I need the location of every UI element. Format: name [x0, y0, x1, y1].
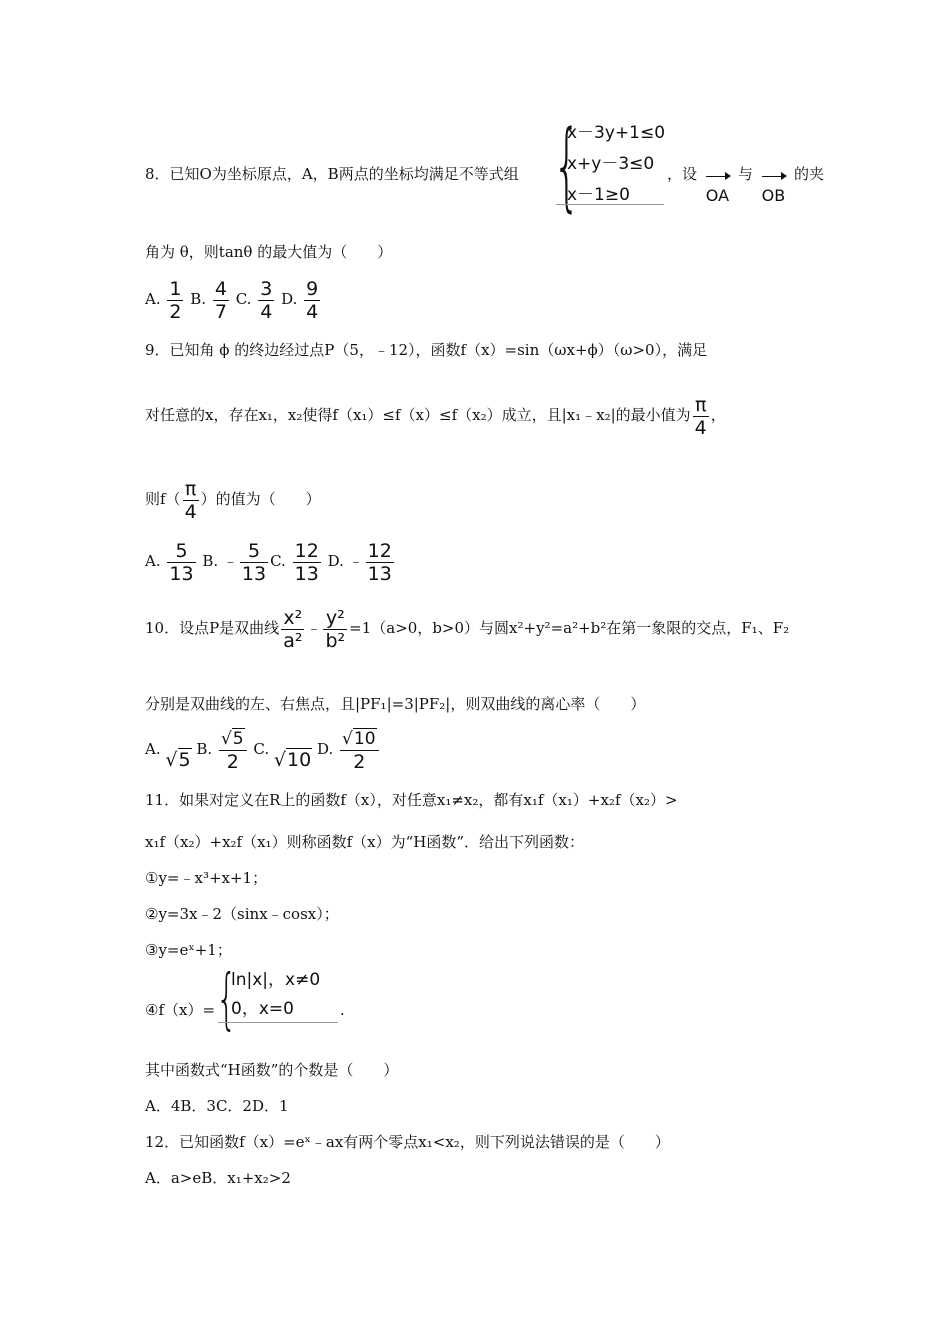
q10-option-d-label: D.	[316, 740, 334, 758]
q8-text-b: ，设	[667, 165, 698, 183]
q9-line2-comma: ，	[710, 406, 726, 424]
q11-piecewise-brace: {	[216, 960, 237, 1037]
q11-item4-period: .	[340, 1001, 345, 1019]
q8-ineq-1: x－3y+1≤0	[567, 123, 666, 143]
q10-option-a-label: A.	[145, 740, 161, 758]
q10-option-d-frac: $\frac{√10}{2}$	[340, 727, 378, 773]
q10-option-c-sqrt: √10	[273, 749, 312, 771]
q8-ineq-3: x－1≥0	[567, 185, 630, 205]
q9-line2-text: 对任意的x，存在x₁，x₂使得f（x₁）≤f（x）≤f（x₂）成立，且|x₁﹣x₂|的最小值为	[145, 406, 691, 424]
q9-option-b-label: B. ﹣	[202, 552, 238, 570]
q11-item-2: ②y=3x﹣2（sinx﹣cosx）；	[145, 905, 339, 923]
q10-x2-over-a2: $\frac{\text{x²}}{\text{a²}}$	[283, 606, 303, 652]
q8-ineq-2: x+y－3≤0	[567, 154, 655, 174]
q10-options	[145, 726, 381, 783]
q9-option-c-frac: $\frac{12}{13}$	[294, 539, 319, 585]
q8-stem-line2: 角为 θ，则tanθ 的最大值为（ ）	[145, 243, 393, 261]
q8-option-b-frac: $\frac{4}{7}$	[214, 277, 227, 323]
q10-stem-line1	[145, 600, 789, 656]
q9-stem-line2	[145, 392, 726, 439]
q11-stem-line1: 11．如果对定义在R上的函数f（x），对任意x₁≠x₂，都有x₁f（x₁）+x₂f（x₂）>	[145, 791, 678, 809]
q12-options: A．a>eB．x₁+x₂>2	[145, 1169, 291, 1187]
q10-text-a: 10．设点P是双曲线	[145, 619, 280, 637]
vector-oa: OA	[706, 186, 729, 206]
q9-option-d-label: D. ﹣	[327, 552, 364, 570]
q8-option-d-frac: $\frac{9}{4}$	[306, 277, 319, 323]
q11-item-4	[145, 1000, 215, 1020]
q8-option-a-frac: $\frac{1}{2}$	[169, 277, 182, 323]
q8-option-b-label: B.	[190, 290, 207, 308]
q10-y2-over-b2: $\frac{\text{y²}}{\text{b²}}$	[325, 606, 346, 652]
q10-minus: ﹣	[306, 619, 322, 637]
q9-option-b-frac: $\frac{5}{13}$	[241, 539, 267, 585]
q8-stem-tail	[667, 164, 825, 205]
q9-stem-line1: 9．已知角 ϕ 的终边经过点P（5，﹣12），函数f（x）=sin（ωx+ϕ）（ω>0），满足	[145, 341, 708, 359]
q9-option-c-label: C.	[270, 552, 286, 570]
q12-stem: 12．已知函数f（x）=eˣ﹣ax有两个零点x₁<x₂，则下列说法错误的是（ ）	[145, 1133, 670, 1151]
q8-brace: {	[553, 110, 581, 222]
q11-options: A．4B．3C．2D．1	[145, 1097, 289, 1115]
q11-case-1: ln|x|，x≠0	[231, 970, 321, 990]
q10-option-c-label: C.	[253, 740, 270, 758]
vector-ob: OB	[762, 186, 786, 206]
q8-text-d: 的夹	[794, 165, 825, 183]
q10-option-b-label: B.	[196, 740, 213, 758]
q8-stem	[145, 164, 519, 184]
q11-item-1: ①y=﹣x³+x+1；	[145, 869, 268, 887]
q10-stem-line2: 分别是双曲线的左、右焦点，且|PF₁|=3|PF₂|，则双曲线的离心率（ ）	[145, 695, 646, 713]
q9-option-a-label: A.	[145, 552, 161, 570]
q11-question: 其中函数式“H函数”的个数是（ ）	[145, 1061, 399, 1079]
q10-text-b: =1（a>0，b>0）与圆x²+y²=a²+b²在第一象限的交点，F₁、F₂	[349, 619, 790, 637]
q9-option-d-frac: $\frac{12}{13}$	[367, 539, 392, 585]
q9-stem-line3	[145, 476, 321, 523]
q8-options	[145, 276, 322, 323]
q10-option-b-frac: $\frac{√5}{2}$	[219, 727, 247, 773]
q9-options	[145, 538, 396, 585]
q8-text-c: 与	[737, 165, 753, 183]
q11-stem-line2: x₁f（x₂）+x₂f（x₁）则称函数f（x）为“H函数”．给出下列函数：	[145, 833, 584, 851]
q11-piecewise-cases	[231, 966, 320, 1024]
q11-item4-label: ④f（x）=	[145, 1001, 216, 1019]
q8-box-underline	[556, 204, 664, 205]
q8-option-a-label: A.	[145, 290, 161, 308]
q8-option-c-frac: $\frac{3}{4}$	[260, 277, 273, 323]
q8-text-a: 8．已知O为坐标原点，A，B两点的坐标均满足不等式组	[145, 165, 519, 183]
q8-option-c-label: C.	[235, 290, 252, 308]
q11-item-3: ③y=eˣ+1；	[145, 941, 232, 959]
q9-line3-text-a: 则f（	[145, 490, 181, 508]
q11-case-2: 0，x=0	[231, 999, 294, 1019]
q9-line3-text-b: ）的值为（ ）	[200, 490, 321, 508]
q9-option-a-frac: $\frac{5}{13}$	[169, 539, 194, 585]
q11-box-underline	[218, 1022, 338, 1023]
q9-pi-over-4: $\frac{\pi}{4}$	[694, 393, 707, 439]
q9-f-arg-frac: $\frac{\pi}{4}$	[184, 477, 197, 523]
q8-option-d-label: D.	[281, 290, 298, 308]
q8-inequality-system	[567, 118, 665, 211]
q10-option-a-sqrt: √5	[165, 749, 191, 771]
